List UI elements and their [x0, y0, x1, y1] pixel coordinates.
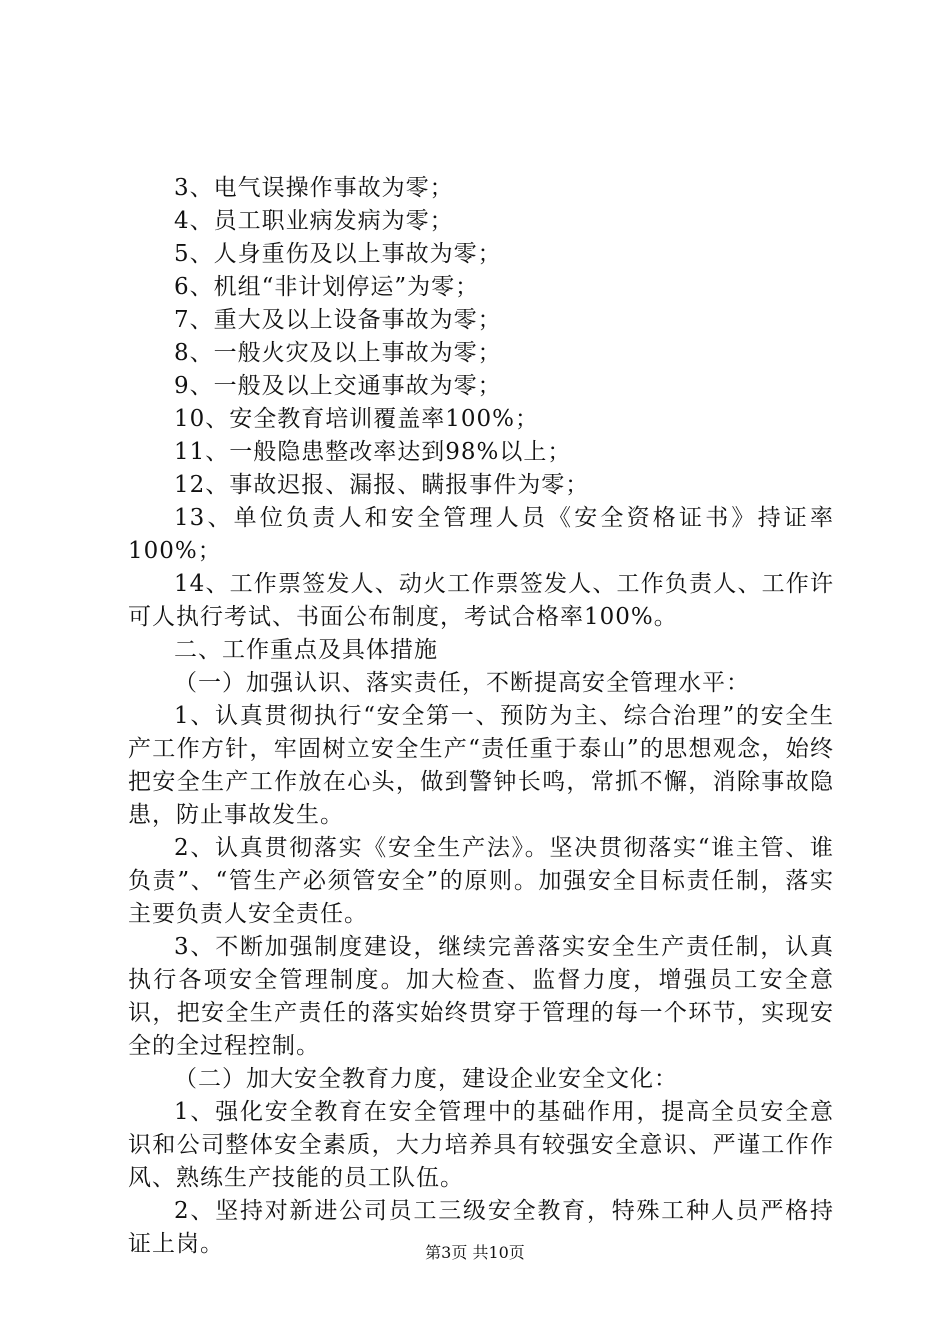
- paragraph-2-2: 2、坚持对新进公司员工三级安全教育，特殊工种人员严格持证上岗。: [128, 1198, 834, 1257]
- list-item-8: 8、一般火灾及以上事故为零；: [174, 340, 502, 366]
- list-item-14: 14、工作票签发人、动火工作票签发人、工作负责人、工作许可人执行考试、书面公布制度，考试合格率100%。: [128, 571, 834, 630]
- subsection-heading-1: （一）加强认识、落实责任，不断提高安全管理水平：: [174, 670, 750, 696]
- document-body: [128, 172, 834, 1261]
- paragraph-2-1: 1、强化安全教育在安全管理中的基础作用，提高全员安全意识和公司整体安全素质，大力培养具有较强安全意识、严谨工作作风、熟练生产技能的员工队伍。: [128, 1099, 834, 1191]
- list-item-6: 6、机组“非计划停运”为零；: [174, 274, 480, 300]
- list-item-5: 5、人身重伤及以上事故为零；: [174, 241, 502, 267]
- list-item-9: 9、一般及以上交通事故为零；: [174, 373, 502, 399]
- list-item-13: 13、单位负责人和安全管理人员《安全资格证书》持证率100%；: [128, 505, 834, 564]
- page-number-label: 第3页 共10页: [425, 1243, 525, 1262]
- subsection-heading-2: （二）加大安全教育力度，建设企业安全文化：: [174, 1066, 678, 1092]
- paragraph-1-1: 1、认真贯彻执行“安全第一、预防为主、综合治理”的安全生产工作方针，牢固树立安全生产“责任重于泰山”的思想观念，始终把安全生产工作放在心头，做到警钟长鸣，常抓不懈，消除事故隐患，防止事故发生。: [128, 703, 834, 828]
- list-item-11: 11、一般隐患整改率达到98%以上；: [174, 439, 572, 465]
- list-item-10: 10、安全教育培训覆盖率100%；: [174, 406, 540, 432]
- paragraph-1-3: 3、不断加强制度建设，继续完善落实安全生产责任制，认真执行各项安全管理制度。加大检查、监督力度，增强员工安全意识，把安全生产责任的落实始终贯穿于管理的每一个环节，实现安全的全过程控制。: [128, 934, 834, 1059]
- list-item-7: 7、重大及以上设备事故为零；: [174, 307, 502, 333]
- list-item-3: 3、电气误操作事故为零；: [174, 175, 454, 201]
- list-item-12: 12、事故迟报、漏报、瞒报事件为零；: [174, 472, 590, 498]
- list-item-4: 4、员工职业病发病为零；: [174, 208, 454, 234]
- section-heading: 二、工作重点及具体措施: [174, 637, 438, 663]
- paragraph-1-2: 2、认真贯彻落实《安全生产法》。坚决贯彻落实“谁主管、谁负责”、“管生产必须管安全”的原则。加强安全目标责任制，落实主要负责人安全责任。: [128, 835, 834, 927]
- page-footer: [0, 1240, 950, 1263]
